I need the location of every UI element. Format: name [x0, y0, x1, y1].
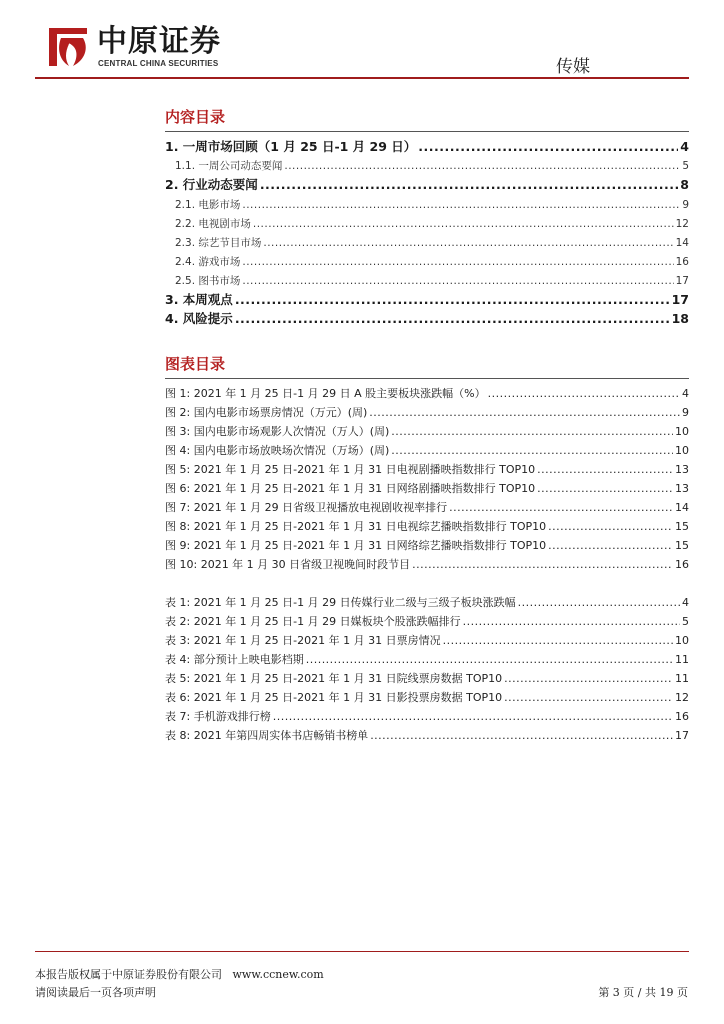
table-entry-label: 表 3: 2021 年 1 月 25 日-2021 年 1 月 31 日票房情况	[165, 634, 441, 647]
figure-entry[interactable]	[165, 423, 689, 440]
table-entry-label: 表 2: 2021 年 1 月 25 日-1 月 29 日媒板块个股涨跌幅排行	[165, 615, 461, 628]
figure-entry-label: 图 4: 国内电影市场放映场次情况（万场）(周)	[165, 444, 390, 457]
content-toc-title: 内容目录	[165, 108, 226, 126]
toc-entry[interactable]	[165, 254, 689, 270]
toc-entry-label: 2.4. 游戏市场	[175, 256, 241, 268]
page-header	[0, 0, 724, 80]
figure-entry[interactable]	[165, 537, 689, 554]
toc-entry[interactable]	[165, 273, 689, 289]
footer-page-number: 第 3 页 / 共 19 页	[598, 986, 688, 999]
figure-toc-rule	[165, 378, 689, 379]
figure-entry-label: 图 2: 国内电影市场票房情况（万元）(周)	[165, 406, 368, 419]
toc-entry-label: 2. 行业动态要闻	[165, 177, 258, 192]
figure-entry-page: 13	[675, 482, 689, 495]
footer-copyright-line	[35, 966, 324, 982]
figure-entry-label: 图 8: 2021 年 1 月 25 日-2021 年 1 月 31 日电视综艺播映指数排行 TOP10	[165, 520, 547, 533]
figure-entry-page: 16	[675, 558, 689, 571]
header-divider	[35, 77, 689, 79]
table-entry-page: 17	[675, 729, 689, 742]
toc-entry-label: 2.1. 电影市场	[175, 199, 241, 211]
table-entry-page: 5	[682, 615, 689, 628]
sector-label: 传媒	[556, 57, 590, 77]
table-entry[interactable]	[165, 727, 689, 744]
table-entry[interactable]	[165, 594, 689, 611]
figure-entry-label: 图 5: 2021 年 1 月 25 日-2021 年 1 月 31 日电视剧播映指数排行 TOP10	[165, 463, 536, 476]
table-entry-page: 4	[682, 596, 689, 609]
table-entry-label: 表 7: 手机游戏排行榜	[165, 710, 271, 723]
figure-entry-label: 图 10: 2021 年 1 月 30 日省级卫视晚间时段节目	[165, 558, 411, 571]
figure-entry[interactable]	[165, 480, 689, 497]
table-entry[interactable]	[165, 651, 689, 668]
toc-entry-label: 2.2. 电视剧市场	[175, 218, 251, 230]
footer-copyright: 本报告版权属于中原证券股份有限公司	[35, 968, 222, 981]
toc-entry[interactable]	[165, 175, 689, 193]
toc-entry-label: 4. 风险提示	[165, 311, 233, 326]
table-entry[interactable]	[165, 689, 689, 706]
toc-entry[interactable]	[165, 197, 689, 213]
figure-entry[interactable]	[165, 442, 689, 459]
toc-entry-label: 2.3. 综艺节目市场	[175, 237, 262, 249]
toc-entry-page: 17	[675, 275, 689, 287]
toc-entry-label: 1. 一周市场回顾（1 月 25 日-1 月 29 日）	[165, 139, 417, 154]
table-entry-label: 表 6: 2021 年 1 月 25 日-2021 年 1 月 31 日影投票房数据 TOP10	[165, 691, 503, 704]
toc-entry-page: 16	[675, 256, 689, 268]
table-entry[interactable]	[165, 613, 689, 630]
toc-entry[interactable]	[165, 158, 689, 174]
toc-entry[interactable]	[165, 309, 689, 327]
table-entry[interactable]	[165, 670, 689, 687]
figure-entry-page: 15	[675, 520, 689, 533]
table-entry-label: 表 4: 部分预计上映电影档期	[165, 653, 304, 666]
table-entry-label: 表 1: 2021 年 1 月 25 日-1 月 29 日传媒行业二级与三级子板块涨跌幅	[165, 596, 516, 609]
footer-divider	[35, 951, 689, 952]
toc-entry-label: 3. 本周观点	[165, 292, 233, 307]
table-entry-page: 12	[675, 691, 689, 704]
table-entry[interactable]	[165, 632, 689, 649]
central-china-securities-logo-icon	[43, 22, 93, 72]
footer-disclaimer: 请阅读最后一页各项声明	[35, 986, 156, 999]
figure-toc-title: 图表目录	[165, 355, 226, 373]
content-toc-rule	[165, 131, 689, 132]
figure-entry[interactable]	[165, 518, 689, 535]
toc-entry-page: 9	[682, 199, 689, 211]
toc-entry-page: 8	[680, 177, 689, 192]
figure-entry-page: 15	[675, 539, 689, 552]
footer-website[interactable]: www.ccnew.com	[232, 968, 324, 981]
brand-name-cn: 中原证券	[97, 24, 221, 59]
figure-entry-page: 10	[675, 444, 689, 457]
figure-entry-label: 图 1: 2021 年 1 月 25 日-1 月 29 日 A 股主要板块涨跌幅（%）	[165, 387, 486, 400]
figure-entry-page: 4	[682, 387, 689, 400]
toc-entry[interactable]	[165, 235, 689, 251]
figure-entry[interactable]	[165, 385, 689, 402]
figure-entry-page: 10	[675, 425, 689, 438]
figure-entry-page: 9	[682, 406, 689, 419]
table-entry-label: 表 5: 2021 年 1 月 25 日-2021 年 1 月 31 日院线票房数据 TOP10	[165, 672, 503, 685]
table-entry-label: 表 8: 2021 年第四周实体书店畅销书榜单	[165, 729, 369, 742]
figure-entry[interactable]	[165, 461, 689, 478]
figure-entry-page: 13	[675, 463, 689, 476]
toc-entry[interactable]	[165, 216, 689, 232]
toc-entry[interactable]	[165, 137, 689, 155]
toc-entry-page: 12	[675, 218, 689, 230]
toc-entry-page: 4	[680, 139, 689, 154]
table-entry-page: 11	[675, 672, 689, 685]
toc-entry-page: 18	[671, 311, 689, 326]
toc-entry-label: 2.5. 图书市场	[175, 275, 241, 287]
table-entry[interactable]	[165, 708, 689, 725]
table-entry-page: 16	[675, 710, 689, 723]
figure-entry-label: 图 9: 2021 年 1 月 25 日-2021 年 1 月 31 日网络综艺播映指数排行 TOP10	[165, 539, 547, 552]
toc-entry-page: 14	[675, 237, 689, 249]
figure-entry[interactable]	[165, 556, 689, 573]
figure-entry-label: 图 6: 2021 年 1 月 25 日-2021 年 1 月 31 日网络剧播映指数排行 TOP10	[165, 482, 536, 495]
figure-entry[interactable]	[165, 499, 689, 516]
brand-name-en: CENTRAL CHINA SECURITIES	[98, 59, 219, 68]
toc-entry[interactable]	[165, 290, 689, 308]
toc-entry-page: 17	[671, 292, 689, 307]
toc-entry-page: 5	[682, 160, 689, 172]
figure-entry-page: 14	[675, 501, 689, 514]
figure-entry-label: 图 3: 国内电影市场观影人次情况（万人）(周)	[165, 425, 390, 438]
table-entry-page: 10	[675, 634, 689, 647]
figure-entry[interactable]	[165, 404, 689, 421]
toc-entry-label: 1.1. 一周公司动态要闻	[175, 160, 283, 172]
figure-entry-label: 图 7: 2021 年 1 月 29 日省级卫视播放电视剧收视率排行	[165, 501, 448, 514]
table-entry-page: 11	[675, 653, 689, 666]
